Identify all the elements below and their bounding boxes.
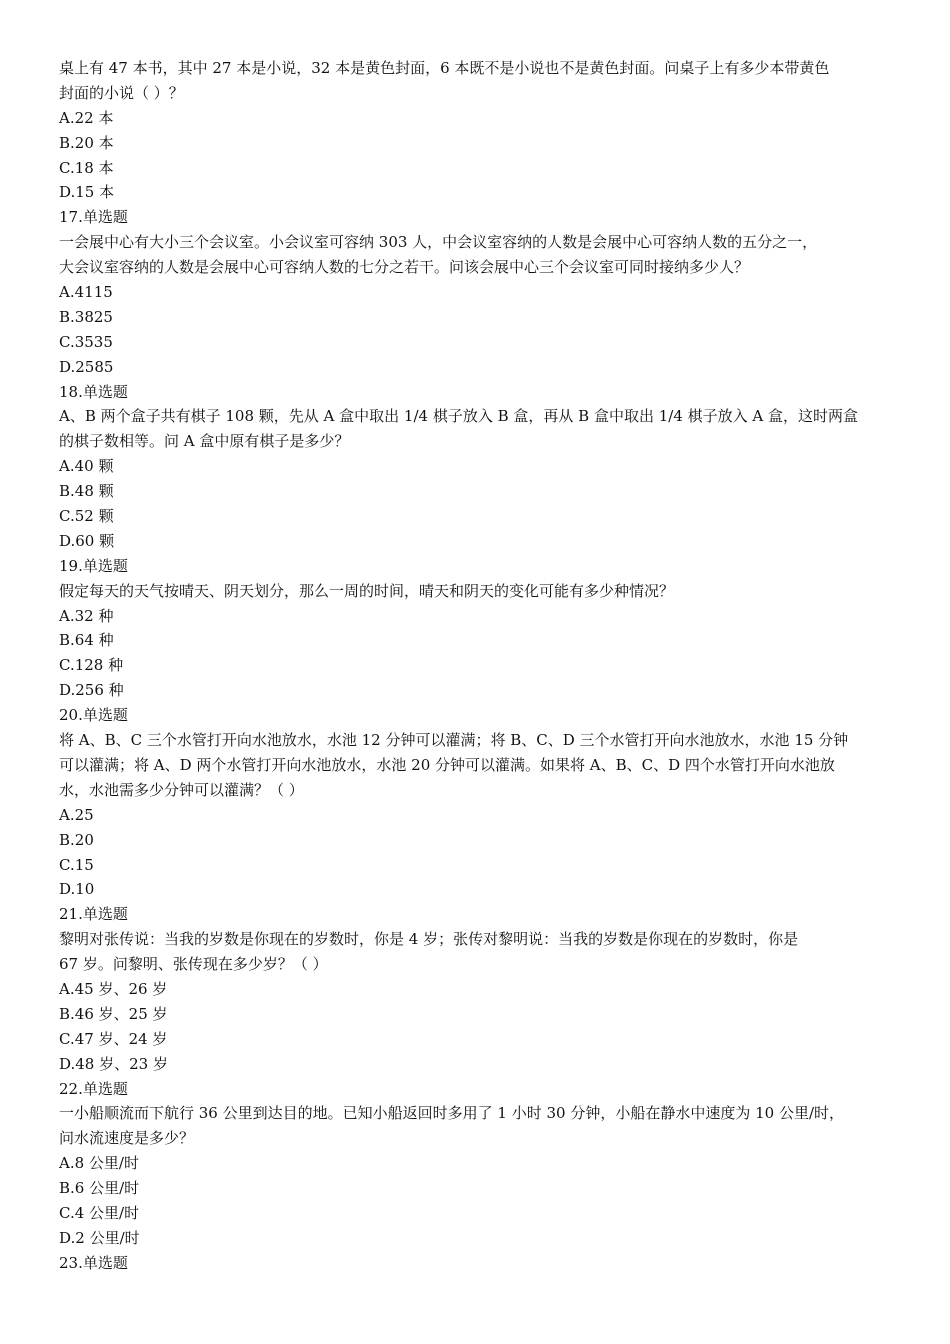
question-header: 20.单选题	[59, 706, 128, 725]
answer-option: D.256 种	[59, 681, 124, 700]
answer-option: A.4115	[59, 283, 113, 302]
question-stem-line: 封面的小说（ ）？	[59, 83, 184, 102]
answer-option: C.4 公里/时	[59, 1203, 140, 1222]
question-block	[59, 703, 901, 902]
question-header: 19.单选题	[59, 556, 128, 575]
question-block	[59, 56, 901, 205]
answer-option: B.6 公里/时	[59, 1179, 140, 1198]
question-block	[59, 1251, 901, 1276]
question-stem-line: 水，水池需多少分钟可以灌满？（ ）	[59, 780, 304, 799]
question-block	[59, 554, 901, 703]
answer-option: C.47 岁、24 岁	[59, 1029, 168, 1048]
answer-option: D.10	[59, 880, 95, 899]
question-stem-line: 假定每天的天气按晴天、阴天划分，那么一周的时间，晴天和阴天的变化可能有多少种情况？	[59, 581, 675, 600]
answer-option: B.3825	[59, 307, 113, 326]
answer-option: A.25	[59, 805, 94, 824]
answer-option: C.128 种	[59, 656, 124, 675]
question-list	[59, 56, 901, 1276]
question-stem-line: 的棋子数相等。问 A 盒中原有棋子是多少？	[59, 432, 350, 451]
answer-option: D.48 岁、23 岁	[59, 1054, 168, 1073]
answer-option: B.20 本	[59, 133, 114, 152]
question-stem-line: 一小船顺流而下航行 36 公里到达目的地。已知小船返回时多用了 1 小时 30 分钟，小船在静水中速度为 10 公里/时，	[59, 1104, 845, 1123]
question-header: 23.单选题	[59, 1253, 128, 1272]
question-stem-line: 67 岁。问黎明、张传现在多少岁？（ ）	[59, 955, 328, 974]
question-stem-line: 一会展中心有大小三个会议室。小会议室可容纳 303 人，中会议室容纳的人数是会展中心可容纳人数的五分之一，	[59, 233, 818, 252]
answer-option: D.60 颗	[59, 531, 115, 550]
answer-option: B.46 岁、25 岁	[59, 1004, 168, 1023]
question-header: 17.单选题	[59, 208, 128, 227]
answer-option: C.3535	[59, 332, 113, 351]
question-stem-line: 大会议室容纳的人数是会展中心可容纳人数的七分之若干。问该会展中心三个会议室可同时接纳多少人？	[59, 258, 750, 277]
answer-option: B.64 种	[59, 631, 114, 650]
answer-option: C.52 颗	[59, 507, 114, 526]
question-stem-line: 可以灌满；将 A、D 两个水管打开向水池放水，水池 20 分钟可以灌满。如果将 A、B、C、D 四个水管打开向水池放	[59, 755, 835, 774]
answer-option: A.40 颗	[59, 457, 114, 476]
answer-option: C.18 本	[59, 158, 114, 177]
answer-option: A.45 岁、26 岁	[59, 979, 168, 998]
question-header: 22.单选题	[59, 1079, 128, 1098]
question-block	[59, 380, 901, 554]
answer-option: C.15	[59, 855, 94, 874]
document-page	[59, 56, 901, 1276]
question-stem-line: 问水流速度是多少？	[59, 1129, 195, 1148]
answer-option: A.8 公里/时	[59, 1154, 139, 1173]
question-header: 21.单选题	[59, 905, 128, 924]
answer-option: D.2 公里/时	[59, 1228, 140, 1247]
question-header: 18.单选题	[59, 382, 128, 401]
answer-option: A.32 种	[59, 606, 114, 625]
question-stem-line: 桌上有 47 本书，其中 27 本是小说，32 本是黄色封面，6 本既不是小说也不是黄色封面。问桌子上有多少本带黄色	[59, 59, 830, 77]
question-stem-line: 黎明对张传说：当我的岁数是你现在的岁数时，你是 4 岁；张传对黎明说：当我的岁数是你现在的岁数时，你是	[59, 930, 799, 949]
answer-option: D.15 本	[59, 183, 115, 202]
question-stem-line: A、B 两个盒子共有棋子 108 颗，先从 A 盒中取出 1/4 棋子放入 B 盒，再从 B 盒中取出 1/4 棋子放入 A 盒，这时两盒	[59, 407, 859, 426]
question-block	[59, 205, 901, 379]
question-block	[59, 902, 901, 1076]
answer-option: D.2585	[59, 357, 114, 376]
answer-option: A.22 本	[59, 108, 114, 127]
question-block	[59, 1077, 901, 1251]
answer-option: B.20	[59, 830, 94, 849]
answer-option: B.48 颗	[59, 482, 114, 501]
question-stem-line: 将 A、B、C 三个水管打开向水池放水，水池 12 分钟可以灌满；将 B、C、D 三个水管打开向水池放水，水池 15 分钟	[59, 731, 849, 750]
